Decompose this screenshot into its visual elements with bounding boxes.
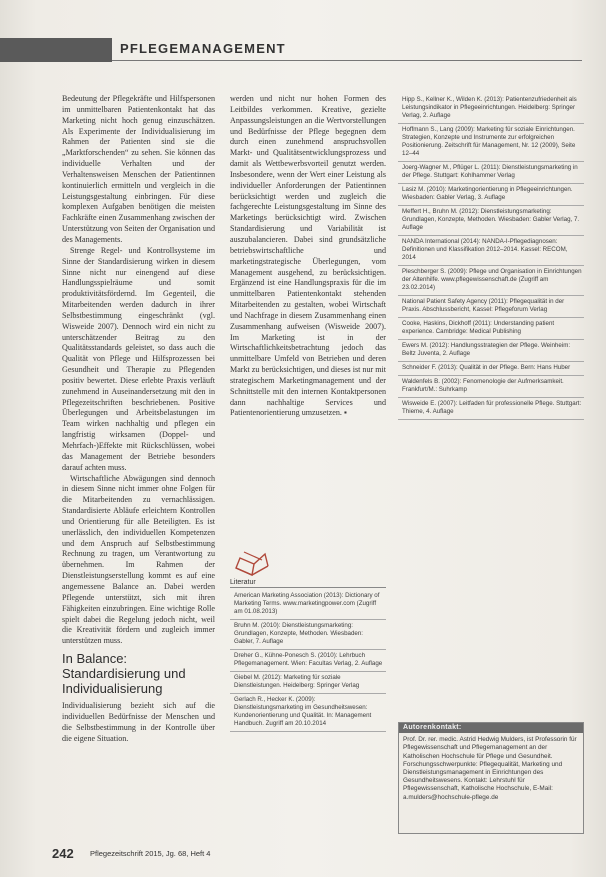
list-item: Pleschberger S. (2009): Pflege und Organisation in Einrichtungen der Altenhilfe. www.pflegewissenschaft.de (Zugriff am 23.02.2014): [398, 266, 584, 296]
book-icon: [232, 548, 272, 578]
section-title: PFLEGEMANAGEMENT: [120, 41, 286, 56]
list-item: Gerlach R., Hecker K. (2009): Dienstleistungsmarketing im Gesundheitswesen: Kundenorientierung und Qualität. In: Management Handbuch. Zugriff am 20.10.2014: [230, 694, 386, 732]
text-column-2: [230, 94, 386, 549]
list-item: Cooke, Haskins, Dickhoff (2011): Understanding patient experience. Cambridge: Medical Publishing: [398, 318, 584, 340]
list-item: Hipp S., Kellner K., Wilden K. (2013): Patientenzufriedenheit als Leistungsindikator in Pflegeeinrichtungen. Heidelberg: Springer Verlag, 2. Auflage: [398, 94, 584, 124]
list-item: American Marketing Association (2013): Dictionary of Marketing Terms. www.marketingpower.com (Zugriff am 01.08.2013): [230, 590, 386, 620]
paragraph: Bedeutung der Pflegekräfte und Hilfspersonen im unmittelbaren Patientenkontakt hat das Marketing nicht hoch genug einzuschätzen. Als Experimente der Individualisierung im Rahmen der Patienten sind sie die „Marktforschenden“ zu sehen. Sie können das individuelle Verhalten und der Verhaltensweisen Menschen der Patientinnen kontinuierlich ermitteln und vergleich in die Leistungsgestaltung einbringen. Für diese komplexen Aufgaben benötigen die meisten Fachkräfte einen Zusammenhang zwischen der Unterstützung von Seiten der Organisation und des Managements.: [62, 94, 215, 244]
list-item: Joerg-Wagner M., Pflüger L. (2011): Dienstleistungsmarketing in der Pflege. Stuttgart: Kohlhammer Verlag: [398, 162, 584, 184]
paragraph: Individualisierung bezieht sich auf die individuellen Bedürfnisse der Menschen und die Selbstbestimmung in der Kontrolle über die eigene Situation.: [62, 701, 215, 743]
paragraph: Wirtschaftliche Abwägungen sind dennoch in diesem Sinne nicht immer ohne Folgen für die Mitarbeitenden zu vernachlässigen. Standardisierte Abläufe erleichtern Kontrollen und Orientierung für alle Beteiligten. Es ist unerlässlich, den individuellen Kompetenzen und dem Anspruch auf Selbstbestimmung Rechnung zu tragen, um Verantwortung zu übernehmen. Im Rahmen der Dienstleistungserstellung kommt es auf eine angemessene Balance an. Dabei werden Pflegende unterstützt, sich mit ihren Fähigkeiten einzubringen. Eine wichtige Rolle spielt dabei die Regelung jedoch nicht, weil die Kreativität fördern und zugleich immer unterstützen muss.: [62, 473, 215, 646]
page-footer: [52, 846, 592, 862]
page-header: [0, 38, 606, 62]
contact-body: Prof. Dr. rer. medic. Astrid Hedwig Mulders, ist Professorin für Pflegewissenschaft und Pflegemanagement an der Katholischen Hochschule für Pflege und Gesundheit. Forschungsschwerpunkte: Pflegequalität, Marketing und Dienstleistungsmanagement in Einrichtungen des Gesundheitswesens. Kontakt: Lehrstuhl für Pflegewissenschaft, Katholische Hochschule, E-Mail: a.mulders@hochschule-pflege.de: [403, 736, 577, 801]
section-heading: In Balance: Standardisierung und Individualisierung: [62, 651, 186, 697]
text-column-1: [62, 94, 215, 876]
literature-list: [230, 590, 386, 840]
list-item: NANDA International (2014): NANDA-I-Pflegediagnosen: Definitionen und Klassifikation 2012–2014. Kassel: RECOM, 2014: [398, 236, 584, 266]
contact-label: Autorenkontakt:: [399, 723, 583, 733]
list-item: National Patient Safety Agency (2011): Pflegequalität in der Praxis. Abschlussbericht, Kassel: Pflegeforum Verlag: [398, 296, 584, 318]
author-contact-box: [398, 722, 584, 834]
list-item: Waldenfels B. (2002): Fenomenologie der Aufmerksamkeit. Frankfurt/M.: Suhrkamp: [398, 376, 584, 398]
list-item: Lasiz M. (2010): Marketingorientierung in Pflegeeinrichtungen. Wiesbaden: Gabler Verlag, 3. Auflage: [398, 184, 584, 206]
list-item: Schneider F. (2013): Qualität in der Pflege. Bern: Hans Huber: [398, 362, 584, 376]
list-item: Wisweide E. (2007): Leitfaden für professionelle Pflege. Stuttgart: Thieme, 4. Auflage: [398, 398, 584, 420]
list-item: Giebel M. (2012): Marketing für soziale Dienstleistungen. Heidelberg: Springer Verlag: [230, 672, 386, 694]
list-item: Ewers M. (2012): Handlungsstrategien der Pflege. Weinheim: Beltz Juventa, 2. Auflage: [398, 340, 584, 362]
header-rule: [112, 60, 582, 61]
list-item: Dreher G., Kühne-Ponesch S. (2010): Lehrbuch Pflegemanagement. Wien: Facultas Verlag, 2. Auflage: [230, 650, 386, 672]
list-item: Meffert H., Bruhn M. (2012): Dienstleistungsmarketing: Grundlagen, Konzepte, Methoden. Wiesbaden: Gabler Verlag, 7. Auflage: [398, 206, 584, 236]
list-item: Bruhn M. (2010): Dienstleistungsmarketing: Grundlagen, Konzepte, Methoden. Wiesbaden: Gabler, 7. Auflage: [230, 620, 386, 650]
header-bar: [0, 38, 112, 62]
journal-citation: Pflegezeitschrift 2015, Jg. 68, Heft 4: [90, 849, 211, 858]
paragraph: Strenge Regel- und Kontrollsysteme im Sinne der Standardisierung wirken in diesem Sinne nicht nur einengend auf diese Handlungsspielräume und somit produktivitätsfördernd. Im Gegenteil, die Mitarbeitenden werden dadurch in ihrer Selbstbestimmung eingeschränkt (vgl. Wisweide 2007). Dennoch wird ein nicht zu unterschätzender Beitrag zu den Qualitätsstandards geleistet, so dass auch die Qualität von Pflege und Hilfsprozessen bei Gesundheit und Therapie zu Pflegenden positiv bewertet. Diese erlebte Praxis verläuft zunehmend in Auseinandersetzung mit den in Pflegezeitschriften beschriebenen. Positive Überlegungen und Arbeitsbelastungen im Team wirken nachhaltig und pflegen ein langfristig wirksamen (Doppel- und Mehrfach-)Effekte mit Rückschlüssen, wobei das Management der Betriebe besonders darauf achten muss.: [62, 245, 215, 472]
paragraph: werden und nicht nur hohen Formen des Leitbildes verkommen. Kreative, gezielte Anpassungsleistungen an die Wertvorstellungen und Bedürfnisse der Pflege begegnen dem durch einen zunehmend anspruchsvollen Markt- und Qualitätsentwicklungsprozess und damit als Wettbewerbsvorteil genutzt werden. Insbesondere, wenn der Wert einer Leistung als individueller Anforderungen der Patientinnen berücksichtigt werden und zugleich die fachgerechte Leistungsgestaltung im Sinne des Marketings berücksichtigt wird. Zwischen Standardisierung und Variabilität ist auszubalancieren. Dabei sind grundsätzliche betriebswirtschaftliche und marketingstrategische Überlegungen, vom Management ausgehend, zu berücksichtigen. Ergänzend ist eine Handlungspraxis für die im unmittelbaren Patientenkontakt stehenden Mitarbeitenden zu gestalten, wobei Wirtschaft und Nachfrage in diesem Zusammenhang einen Zusammenhang aufweisen (Wisweide 2007). Im Marketing ist in der Wirtschaftlichkeitsbetrachtung jedoch das unmittelbare Umfeld von Betrieben und deren Markt zu berücksichtigen, und dieses ist nur mit strategischem Marketingmanagement und der Schnittstelle mit den internen Kontaktpersonen dann nachhaltige Services und Patientenorientierung umzusetzen. ▪: [230, 94, 386, 418]
literature-label: Literatur: [230, 579, 386, 588]
page-number: 242: [52, 846, 74, 861]
reference-list: [398, 94, 584, 524]
list-item: Hoffmann S., Lang (2009): Marketing für soziale Einrichtungen. Strategien, Konzepte und Instrumente zur erfolgreichen Positionierung. Zeitschrift für Management, Nr. 12 (2009), Seite 12–44: [398, 124, 584, 162]
